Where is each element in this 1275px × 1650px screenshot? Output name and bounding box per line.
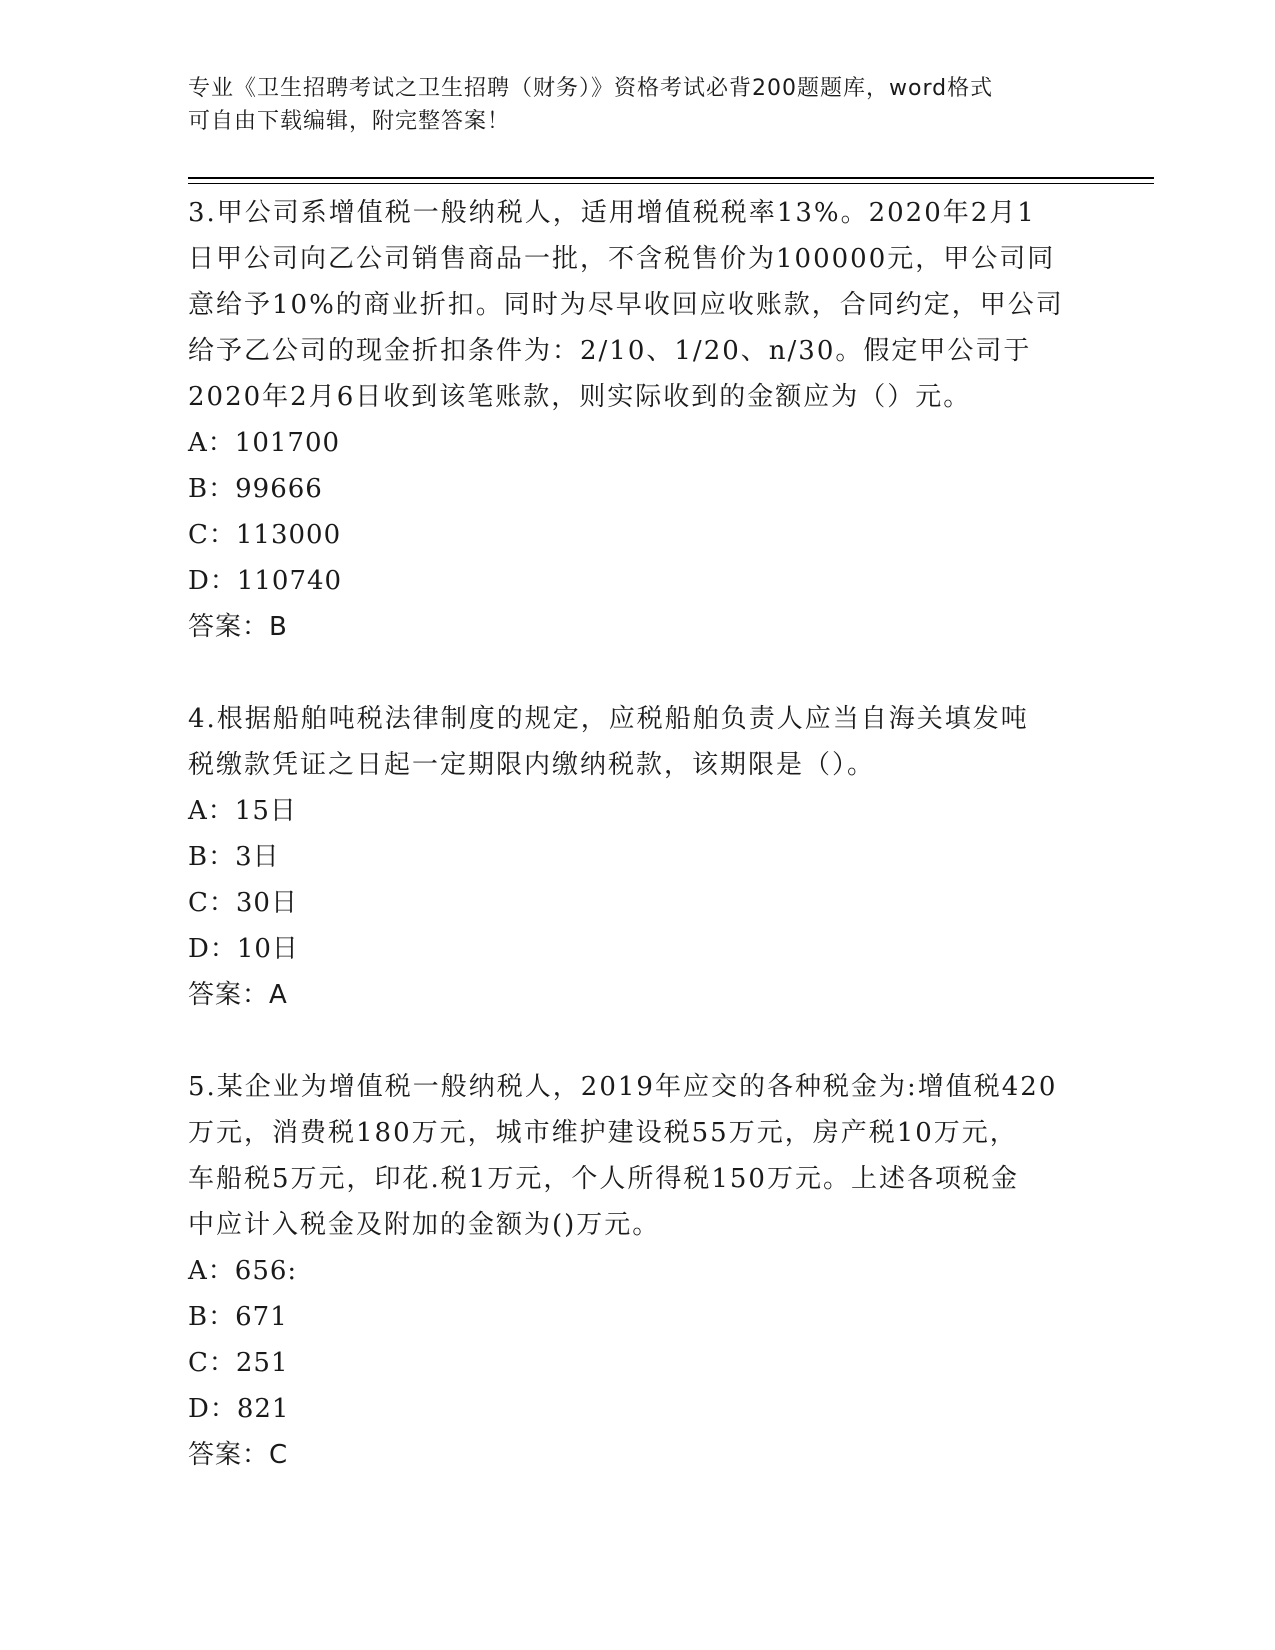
header-line: 专业《卫生招聘考试之卫生招聘（财务）》资格考试必背200题题库，word格式: [188, 76, 994, 101]
header-line: 可自由下载编辑，附完整答案！: [188, 109, 511, 134]
header-rule-thick: [188, 177, 1154, 179]
option-c: C：251: [188, 1348, 289, 1378]
answer-label: 答案：B: [188, 612, 288, 642]
question-text-line: 给予乙公司的现金折扣条件为：2/10、1/20、n/30。假定甲公司于: [188, 336, 1032, 366]
option-a: A：656:: [188, 1256, 298, 1286]
question-text-line: 5.某企业为增值税一般纳税人，2019年应交的各种税金为:增值税420: [188, 1072, 1058, 1102]
question-text-line: 中应计入税金及附加的金额为()万元。: [188, 1210, 661, 1240]
option-d: D：10日: [188, 934, 299, 964]
question-text-line: 3.甲公司系增值税一般纳税人，适用增值税税率13%。2020年2月1: [188, 198, 1036, 228]
question-text-line: 意给予10%的商业折扣。同时为尽早收回应收账款，合同约定，甲公司: [188, 290, 1064, 320]
option-c: C：113000: [188, 520, 342, 550]
option-a: A：101700: [188, 428, 341, 458]
option-a: A：15日: [188, 796, 297, 826]
option-c: C：30日: [188, 888, 298, 918]
option-b: B：99666: [188, 474, 323, 504]
question-text-line: 2020年2月6日收到该笔账款，则实际收到的金额应为（）元。: [188, 382, 972, 412]
question-text-line: 4.根据船舶吨税法律制度的规定，应税船舶负责人应当自海关填发吨: [188, 704, 1029, 734]
answer-label: 答案：C: [188, 1440, 289, 1470]
option-d: D：110740: [188, 566, 343, 596]
document-header: [188, 72, 1068, 138]
question-text-line: 万元，消费税180万元，城市维护建设税55万元，房产税10万元，: [188, 1118, 1018, 1148]
question-text-line: 日甲公司向乙公司销售商品一批，不含税售价为100000元，甲公司同: [188, 244, 1056, 274]
question-5: [188, 1064, 1088, 1478]
header-rule-thin: [188, 183, 1154, 184]
question-4: [188, 696, 1088, 1018]
answer-label: 答案：A: [188, 980, 288, 1010]
question-text-line: 车船税5万元，印花.税1万元，个人所得税150万元。上述各项税金: [188, 1164, 1019, 1194]
option-d: D：821: [188, 1394, 290, 1424]
option-b: B：671: [188, 1302, 288, 1332]
question-list: [188, 190, 1088, 1478]
question-text-line: 税缴款凭证之日起一定期限内缴纳税款，该期限是（）。: [188, 750, 876, 780]
question-3: [188, 190, 1088, 650]
option-b: B：3日: [188, 842, 280, 872]
